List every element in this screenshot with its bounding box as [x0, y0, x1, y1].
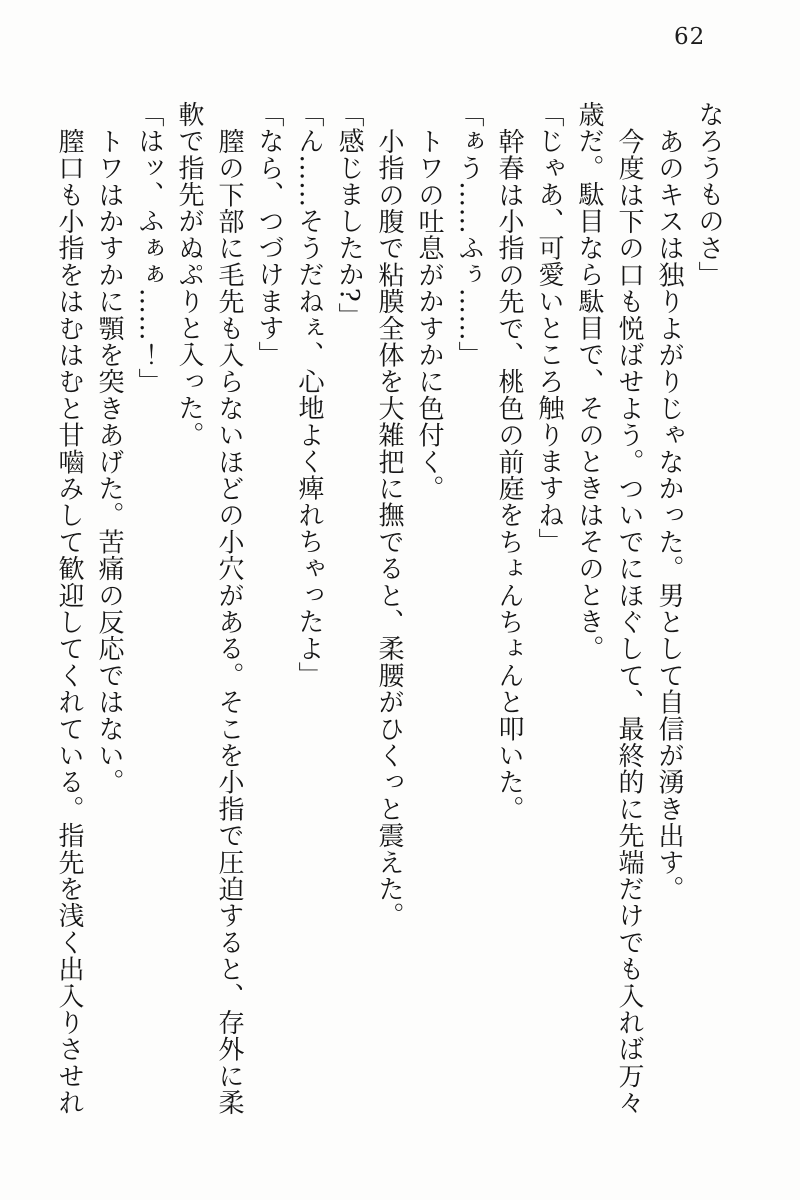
narration-line: 膣の下部に毛先も入らないほどの小穴がある。そこを小指で圧迫すると、存外に柔軟で指先がぬぷりと入った。 [174, 101, 244, 1116]
narration-line: 今度は下の口も悦ばせよう。ついでにほぐして、最終的に先端だけでも入れば万々歳だ。駄目なら駄目で、そのときはそのとき。 [574, 101, 644, 1116]
narration-line: トワの吐息がかすかに色付く。 [414, 128, 444, 502]
narration-line: あのキスは独りよがりじゃなかった。男として自信が湧き出す。 [654, 128, 684, 903]
narration-line: 幹春は小指の先で、桃色の前庭をちょんちょんと叩いた。 [494, 128, 524, 823]
dialogue-line: 「ん……そうだねぇ、心地よく痺れちゃったよ」 [294, 101, 324, 689]
narration-line: 膣口も小指をはむはむと甘嚙みして歓迎してくれている。指先を浅く出入りさせれ [54, 128, 84, 1116]
dialogue-line: 「なら、つづけます」 [254, 101, 284, 368]
narration-line: 小指の腹で粘膜全体を大雑把に撫でると、柔腰がひくっと震えた。 [374, 128, 404, 929]
dialogue-line: 「はッ、ふぁぁ……！」 [134, 101, 164, 395]
vertical-text-block [48, 101, 729, 1117]
dialogue-line: 「じゃあ、可愛いところ触りますね」 [534, 101, 564, 555]
dialogue-continuation-line: なろうものさ」 [694, 101, 724, 288]
dialogue-line: 「ぁう……ふぅ……」 [454, 101, 484, 368]
narration-line: トワはかすかに顎を突きあげた。苦痛の反応ではない。 [94, 128, 124, 796]
page-number: 62 [674, 24, 706, 50]
dialogue-line: 「感じましたか?」 [334, 101, 364, 330]
